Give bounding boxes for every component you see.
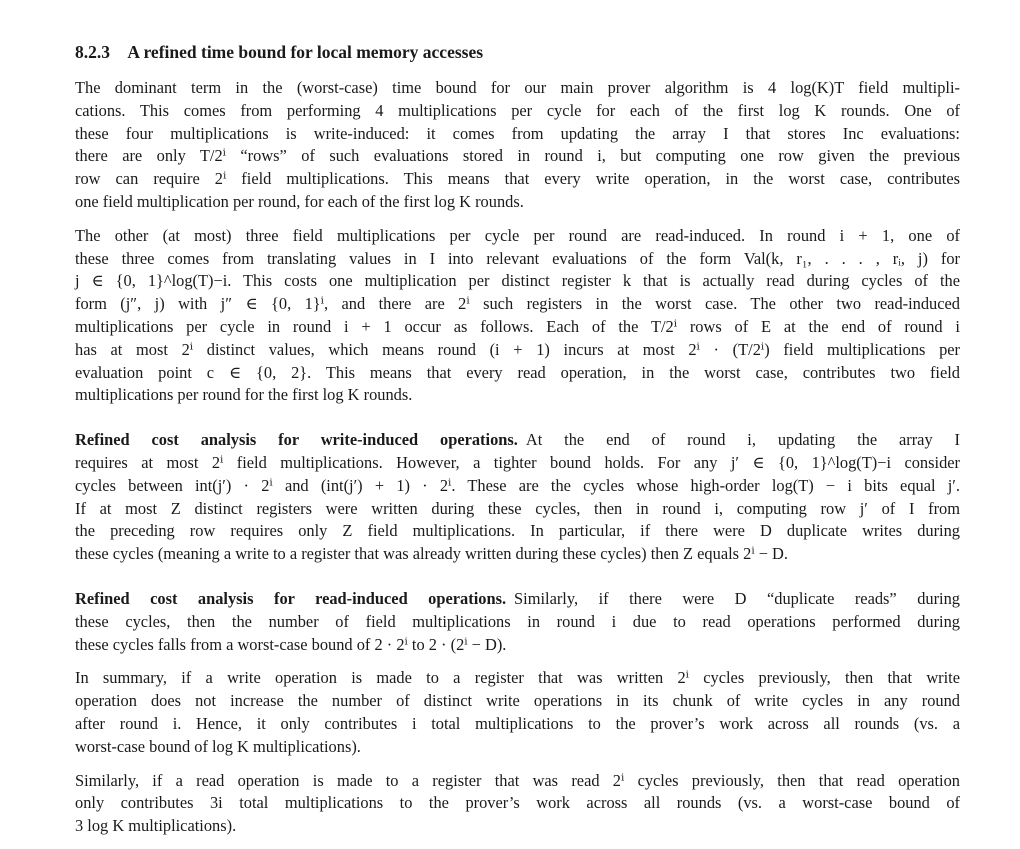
text-line: these three comes from translating values in I into relevant evaluations of the form Val(k, r₁, . . . , rᵢ, j) for [75,248,960,268]
runin-heading: Refined cost analysis for read-induced operations. [75,588,507,608]
text-line: The other (at most) three field multiplications per cycle per round are read-induced. In round i + 1, one of [75,225,960,245]
text-line: The dominant term in the (worst-case) time bound for our main prover algorithm is 4 log(K)T field multipli- [75,78,960,97]
text-line: multiplications per cycle in round i + 1 occur as follows. Each of the T/2ⁱ rows of E at the end of round i [75,316,960,336]
paragraph-summary-write [75,667,960,758]
text-line: 3 log K multiplications). [75,816,237,836]
text-line: the preceding row requires only Z field multiplications. In particular, if there were D duplicate writes during [75,521,960,541]
text-line: cations. This comes from performing 4 multiplications per cycle for each of the first log K rounds. One of [75,100,960,120]
section-number: 8.2.3 [75,42,110,62]
text-line: j ∈ {0, 1}^log(T)−i. This costs one multiplication per distinct register k that is actually read during cycles of the [75,271,960,291]
paragraph-summary-read [75,770,960,838]
text-line: Similarly, if a read operation is made to a register that was read 2ⁱ cycles previously, then that read operation [75,770,960,790]
text-line: one field multiplication per round, for each of the first log K rounds. [75,191,524,211]
text-line: cycles between int(j′) · 2ⁱ and (int(j′) + 1) · 2ⁱ. These are the cycles whose high-order log(T) − i bits equal j′. [75,475,960,495]
text-line-first [75,588,960,611]
section-title: A refined time bound for local memory accesses [127,42,484,62]
text-line: after round i. Hence, it only contributes i total multiplications to the prover’s work across all rounds (vs. a [75,713,960,733]
text-line: In summary, if a write operation is made to a register that was written 2ⁱ cycles previously, then that write [75,668,960,688]
text-line: worst-case bound of log K multiplications). [75,736,361,756]
text-line: If at most Z distinct registers were written during these cycles, then in round i, computing row j′ of I from [75,498,960,518]
text-line: evaluation point c ∈ {0, 2}. This means that every read operation, in the worst case, contributes two field [75,362,960,382]
paragraph-read-refined [75,588,960,656]
paragraph-read-induced [75,225,960,407]
text-line: has at most 2ⁱ distinct values, which means round (i + 1) incurs at most 2ⁱ · (T/2ⁱ) field multiplications per [75,339,960,359]
runin-heading: Refined cost analysis for write-induced operations. [75,430,518,450]
text-line: these cycles falls from a worst-case bound of 2 · 2ⁱ to 2 · (2ⁱ − D). [75,634,507,654]
section-heading [75,41,960,63]
text-line: requires at most 2ⁱ field multiplications. However, a tighter bound holds. For any j′ ∈ {0, 1}^log(T)−i consider [75,452,960,472]
text-line: these cycles, then the number of field multiplications in round i due to read operations performed during [75,611,960,631]
text-line: Similarly, if there were D “duplicate reads” during [514,588,960,608]
text-line: operation does not increase the number of distinct write operations in its chunk of write cycles in any round [75,691,960,711]
text-line: form (j″, j) with j″ ∈ {0, 1}ⁱ, and there are 2ⁱ such registers in the worst case. The other two read-induced [75,294,960,314]
text-line: row can require 2ⁱ field multiplications. This means that every write operation, in the worst case, contributes [75,169,960,189]
text-line: there are only T/2ⁱ “rows” of such evaluations stored in round i, but computing one row given the previous [75,146,960,166]
paragraph-time-bound [75,77,960,214]
text-line: these cycles (meaning a write to a register that was already written during these cycles) then Z equals 2ⁱ − D. [75,544,788,564]
text-line: only contributes 3i total multiplications to the prover’s work across all rounds (vs. a worst-case bound of [75,793,960,813]
text-line: multiplications per round for the first log K rounds. [75,385,413,405]
text-line-first [75,429,960,452]
text-line: these four multiplications is write-induced: it comes from updating the array I that stores Inc evaluations: [75,123,960,143]
paragraph-write-refined [75,429,960,566]
text-line: At the end of round i, updating the array I [525,430,961,450]
